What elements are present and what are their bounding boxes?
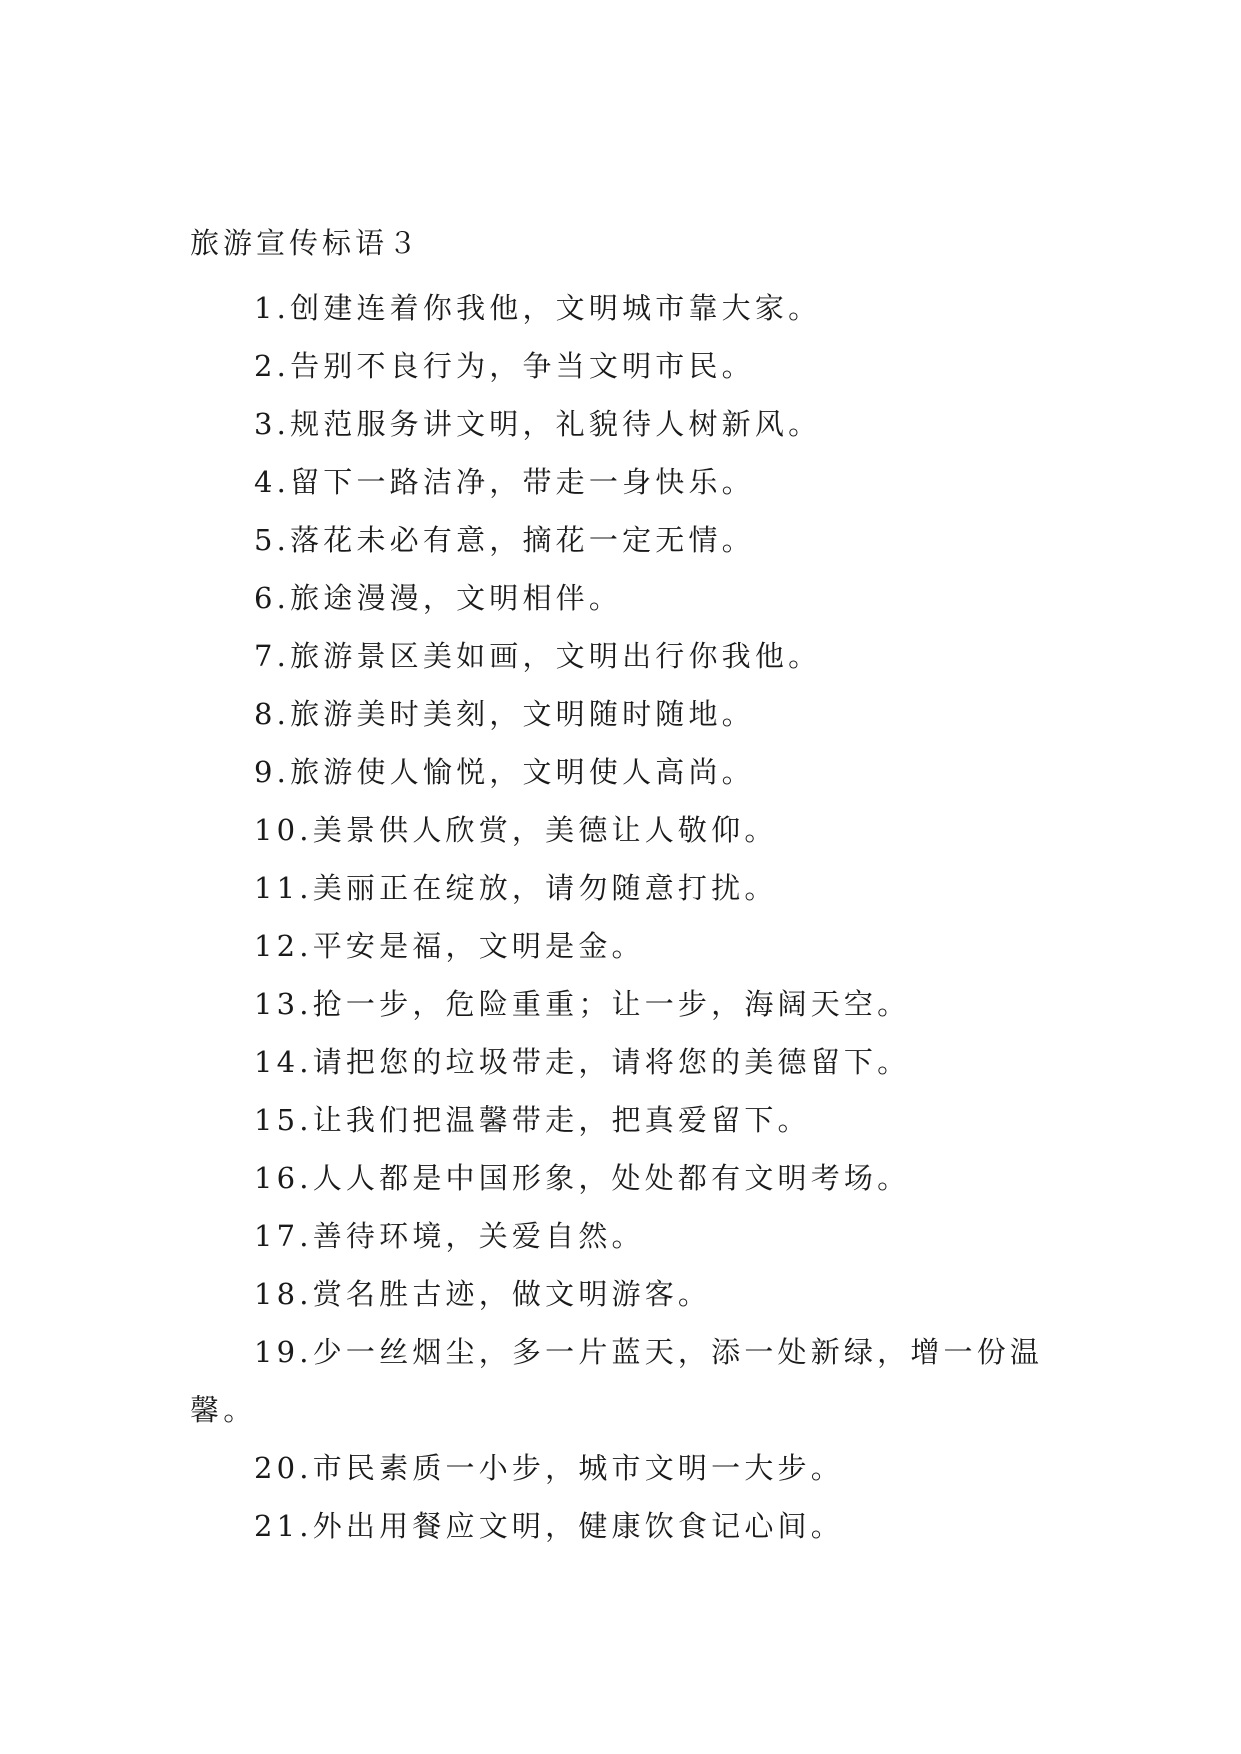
list-item: 19.少一丝烟尘，多一片蓝天，添一处新绿，增一份温馨。 <box>190 1335 1044 1427</box>
list-item: 8.旅游美时美刻，文明随时随地。 <box>254 697 755 731</box>
list-item: 16.人人都是中国形象，处处都有文明考场。 <box>254 1161 911 1195</box>
list-item: 6.旅途漫漫，文明相伴。 <box>254 581 623 615</box>
list-item: 18.赏名胜古迹，做文明游客。 <box>254 1277 712 1311</box>
slogan-list <box>190 279 1060 1555</box>
list-item: 13.抢一步，危险重重；让一步，海阔天空。 <box>254 987 911 1021</box>
list-item: 12.平安是福，文明是金。 <box>254 929 645 963</box>
list-item: 2.告别不良行为，争当文明市民。 <box>254 349 755 383</box>
list-item: 1.创建连着你我他，文明城市靠大家。 <box>254 291 822 325</box>
list-item: 7.旅游景区美如画，文明出行你我他。 <box>254 639 822 673</box>
list-item: 5.落花未必有意，摘花一定无情。 <box>254 523 755 557</box>
document-title: 旅游宣传标语３ <box>190 226 422 260</box>
list-item: 9.旅游使人愉悦，文明使人高尚。 <box>254 755 755 789</box>
list-item: 17.善待环境，关爱自然。 <box>254 1219 645 1253</box>
list-item: 21.外出用餐应文明，健康饮食记心间。 <box>254 1509 844 1543</box>
list-item: 20.市民素质一小步，城市文明一大步。 <box>254 1451 844 1485</box>
list-item: 4.留下一路洁净，带走一身快乐。 <box>254 465 755 499</box>
list-item: 3.规范服务讲文明，礼貌待人树新风。 <box>254 407 822 441</box>
list-item: 14.请把您的垃圾带走，请将您的美德留下。 <box>254 1045 911 1079</box>
list-item: 11.美丽正在绽放，请勿随意打扰。 <box>254 871 778 905</box>
list-item: 15.让我们把温馨带走，把真爱留下。 <box>254 1103 811 1137</box>
list-item: 10.美景供人欣赏，美德让人敬仰。 <box>254 813 778 847</box>
